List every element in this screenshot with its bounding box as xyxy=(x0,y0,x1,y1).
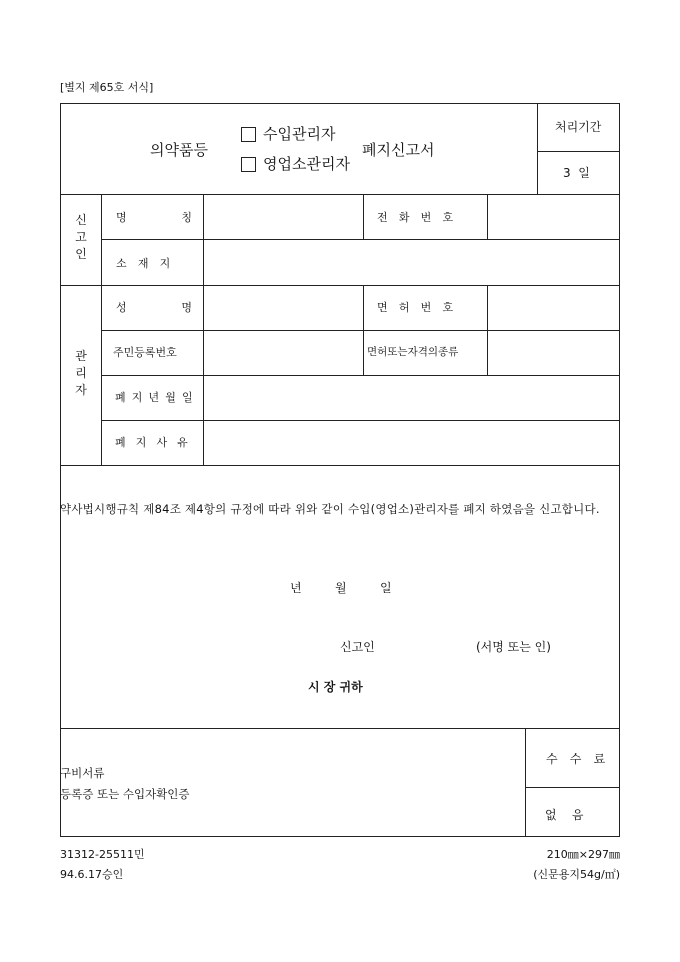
manager-license-no-label: 면 허 번 호 xyxy=(377,301,457,314)
signature-label: (서명 또는 인) xyxy=(476,640,551,654)
applicant-phone-input[interactable] xyxy=(489,196,618,237)
applicant-name-input[interactable] xyxy=(205,196,361,237)
applicant-address-label: 소 재 지 xyxy=(116,257,175,270)
divider xyxy=(101,420,620,421)
required-documents-item: 등록증 또는 수입자확인증 xyxy=(60,787,190,801)
form-code: 31312-25511민 xyxy=(60,848,145,861)
divider xyxy=(525,728,526,837)
form-number: [별지 제65호 서식] xyxy=(60,81,154,94)
manager-closure-date-label: 폐 지 년 월 일 xyxy=(115,391,194,404)
paper-size: 210㎜×297㎜ xyxy=(546,848,620,861)
declaration-text: 약사법시행규칙 제84조 제4항의 규정에 따라 위와 같이 수입(영업소)관리자를 폐지 하였음을 신고합니다. xyxy=(60,502,600,516)
option-import-manager: 수입관리자 xyxy=(263,125,336,143)
divider xyxy=(60,194,620,195)
divider xyxy=(101,375,620,376)
manager-name-label: 성 명 xyxy=(116,301,192,314)
processing-period-label: 처리기간 xyxy=(555,120,602,134)
manager-license-type-label: 면허또는자격의종류 xyxy=(367,346,459,358)
divider xyxy=(60,728,620,729)
divider xyxy=(203,194,204,285)
applicant-name-label: 명 칭 xyxy=(116,211,192,224)
date-month-label: 월 xyxy=(335,581,347,595)
checkbox-business-manager[interactable] xyxy=(241,157,256,172)
manager-closure-date-input[interactable] xyxy=(205,377,618,418)
divider xyxy=(60,285,620,286)
divider xyxy=(60,465,620,466)
option-business-manager: 영업소관리자 xyxy=(263,155,350,173)
manager-rrn-label: 주민등록번호 xyxy=(113,346,177,359)
divider xyxy=(487,194,488,239)
date-day-label: 일 xyxy=(380,581,392,595)
applicant-phone-label: 전 화 번 호 xyxy=(377,211,457,224)
manager-license-type-input[interactable] xyxy=(489,332,618,373)
divider xyxy=(363,194,364,239)
processing-period-value: 3 일 xyxy=(563,166,590,180)
applicant-address-input[interactable] xyxy=(205,241,618,283)
divider xyxy=(101,239,620,240)
date-year-label: 년 xyxy=(290,581,302,595)
paper-type: (신문용지54g/㎡) xyxy=(533,868,620,881)
addressee: 시 장 귀하 xyxy=(308,680,363,694)
applicant-sign-label: 신고인 xyxy=(340,640,375,654)
title-prefix: 의약품등 xyxy=(150,141,208,159)
required-documents-label: 구비서류 xyxy=(60,766,105,780)
divider xyxy=(537,151,620,152)
manager-rrn-input[interactable] xyxy=(205,332,361,373)
divider xyxy=(101,330,620,331)
manager-closure-reason-label: 폐 지 사 유 xyxy=(115,436,192,449)
manager-section-label: 관 리 자 xyxy=(75,349,87,397)
manager-closure-reason-input[interactable] xyxy=(205,422,618,463)
manager-license-no-input[interactable] xyxy=(489,287,618,328)
divider xyxy=(537,103,538,194)
checkbox-import-manager[interactable] xyxy=(241,127,256,142)
divider xyxy=(525,787,620,788)
fee-value: 없 음 xyxy=(545,808,584,822)
applicant-section-label: 신 고 인 xyxy=(75,213,87,261)
fee-label: 수 수 료 xyxy=(546,752,610,766)
manager-name-input[interactable] xyxy=(205,287,361,328)
title-suffix: 폐지신고서 xyxy=(362,141,435,159)
approval-date: 94.6.17승인 xyxy=(60,868,124,881)
